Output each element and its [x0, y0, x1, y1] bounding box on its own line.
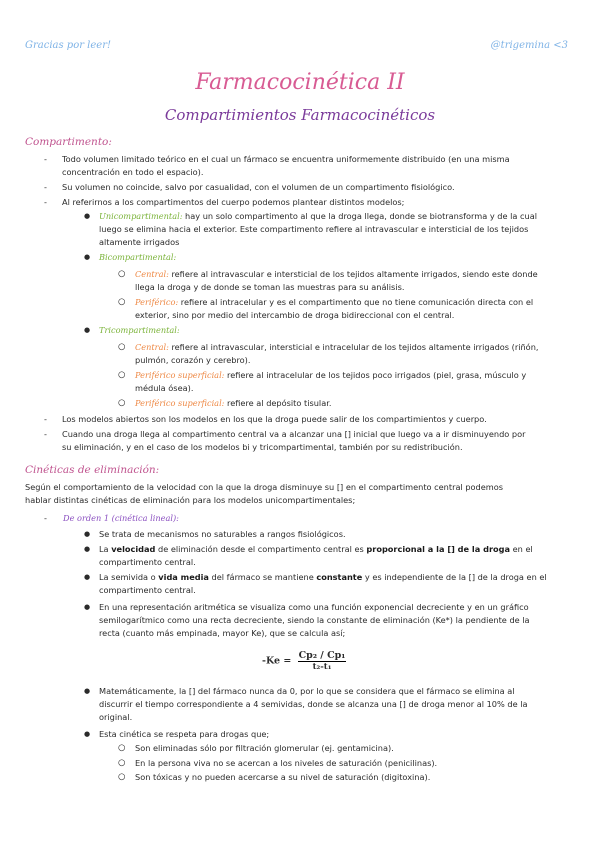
circle-bullet: ○	[118, 342, 126, 352]
tri-label	[99, 324, 180, 336]
formula-numerator: Cp₂ / Cp₁	[298, 650, 346, 661]
paragraph-line: En la persona viva no se acercan a los niveles de saturación (penicilinas).	[135, 758, 438, 768]
dash-bullet: -	[44, 414, 47, 424]
bi-central-line	[135, 268, 538, 280]
dash-bullet: -	[44, 513, 47, 523]
round-bullet: ●	[84, 730, 91, 738]
formula-left: -Ke =	[262, 655, 292, 667]
circle-bullet: ○	[118, 743, 126, 753]
bold-run: constante	[316, 572, 363, 582]
text-run: y es independiente de la [] de la droga en el	[362, 572, 547, 582]
text-run: La	[99, 544, 112, 554]
section-heading-cineticas: Cinéticas de eliminación:	[25, 464, 160, 476]
paragraph-line: compartimento central.	[99, 557, 196, 567]
bold-run: proporcional a la [] de la droga	[366, 544, 511, 554]
paragraph-line: su eliminación, y en el caso de los modelos bi y tricompartimental, también por su redistribución.	[62, 442, 463, 452]
orden1-label-text: De orden 1 (cinética lineal):	[63, 513, 179, 523]
bi-label-text: Bicompartimental:	[99, 252, 177, 262]
paragraph-line: semilogarítmico como una recta decreciente, siendo la constante de eliminación (Ke*) la pendiente de la	[99, 615, 530, 625]
text-run: de eliminación desde el compartimento central es	[155, 544, 367, 554]
page-title: Farmacocinética II	[195, 70, 405, 95]
section-heading-compartimento: Compartimento:	[25, 136, 112, 148]
page-subtitle: Compartimientos Farmacocinéticos	[164, 106, 436, 124]
dash-bullet: -	[44, 182, 47, 192]
tri-sup-line	[135, 369, 526, 381]
round-bullet: ●	[84, 253, 91, 261]
tri-prof-text: refiere al depósito tisular.	[224, 398, 332, 408]
bi-central-label: Central:	[135, 269, 169, 279]
dash-bullet: -	[44, 429, 47, 439]
uni-label: Unicompartimental:	[99, 211, 183, 221]
paragraph-line: Se trata de mecanismos no saturables a rangos fisiológicos.	[99, 529, 346, 539]
round-bullet: ●	[84, 545, 91, 553]
paragraph-line: altamente irrigados	[99, 237, 180, 247]
text-run: del fármaco se mantiene	[208, 572, 317, 582]
paragraph-line: Son eliminadas sólo por filtración glomerular (ej. gentamicina).	[135, 743, 394, 753]
bi-perif-text: refiere al intracelular y es el compartimento que no tiene comunicación directa con el	[178, 297, 534, 307]
round-bullet: ●	[84, 326, 91, 334]
tri-central-line	[135, 341, 538, 353]
paragraph-line: Según el comportamiento de la velocidad con la que la droga disminuye su [] en el compartimento central podemos	[25, 482, 504, 492]
round-bullet: ●	[84, 603, 91, 611]
text-run: La semivida o	[99, 572, 159, 582]
bi-perif-line	[135, 296, 533, 308]
header-right-handle: @trigemina <3	[490, 40, 568, 51]
paragraph-line: recta (cuanto más empinada, mayor Ke), que se calcula así;	[99, 628, 346, 638]
round-bullet: ●	[84, 530, 91, 538]
round-bullet: ●	[84, 212, 91, 220]
circle-bullet: ○	[118, 772, 126, 782]
paragraph-line: concentración en todo el espacio).	[62, 167, 204, 177]
circle-bullet: ○	[118, 297, 126, 307]
paragraph-line: exterior, sino por medio del intercambio de droga bidireccional con el central.	[135, 310, 455, 320]
header-left-note: Gracias por leer!	[25, 40, 112, 51]
paragraph-line	[99, 571, 547, 583]
bi-perif-label: Periférico:	[135, 297, 179, 307]
dash-bullet: -	[44, 154, 47, 164]
paragraph-line: original.	[99, 712, 133, 722]
orden1-label	[63, 512, 179, 524]
paragraph-line: pulmón, corazón y cerebro).	[135, 355, 251, 365]
paragraph-line: Todo volumen limitado teórico en el cual un fármaco se encuentra uniformemente distribuido (en una misma	[62, 154, 510, 164]
circle-bullet: ○	[118, 758, 126, 768]
text-run: en el	[510, 544, 533, 554]
tri-prof-label: Periférico superficial:	[135, 398, 225, 408]
bold-run: velocidad	[111, 544, 156, 554]
paragraph-line: médula ósea).	[135, 383, 194, 393]
elimination-constant-formula	[262, 650, 346, 672]
paragraph-line: luego se elimina hacia el exterior. Este compartimento refiere al intravascular e intersticial de los tejidos	[99, 224, 529, 234]
tri-central-text: refiere al intravascular, intersticial e intracelular de los tejidos altamente irrigados (riñón,	[168, 342, 539, 352]
paragraph-line: En una representación aritmética se visualiza como una función exponencial decreciente y en un gráfico	[99, 602, 529, 612]
paragraph-line: Cuando una droga llega al compartimento central va a alcanzar una [] inicial que luego va a ir disminuyendo por	[62, 429, 526, 439]
tri-prof-line	[135, 397, 331, 409]
paragraph-line: Su volumen no coincide, salvo por casualidad, con el volumen de un compartimento fisiológico.	[62, 182, 455, 192]
tri-sup-text: refiere al intracelular de los tejidos poco irrigados (piel, grasa, músculo y	[224, 370, 527, 380]
formula-denominator: t₂-t₁	[312, 662, 332, 672]
paragraph-line: discurrir el tiempo correspondiente a 4 semividas, donde se alcanza una [] de droga menor al 10% de la	[99, 699, 528, 709]
circle-bullet: ○	[118, 269, 126, 279]
tri-central-label: Central:	[135, 342, 169, 352]
round-bullet: ●	[84, 573, 91, 581]
paragraph-line: Matemáticamente, la [] del fármaco nunca da 0, por lo que se considera que el fármaco se elimina al	[99, 686, 515, 696]
model-uni-line	[99, 210, 537, 222]
round-bullet: ●	[84, 687, 91, 695]
paragraph-line: llega la droga y de donde se toman las muestras para su análisis.	[135, 282, 405, 292]
circle-bullet: ○	[118, 398, 126, 408]
paragraph-line: Los modelos abiertos son los modelos en los que la droga puede salir de los compartimientos y cuerpo.	[62, 414, 487, 424]
dash-bullet: -	[44, 197, 47, 207]
uni-text: hay un solo compartimento al que la droga llega, donde se biotransforma y de la cual	[182, 211, 537, 221]
paragraph-line: Al referirnos a los compartimentos del cuerpo podemos plantear distintos modelos;	[62, 197, 405, 207]
tri-sup-label: Periférico superficial:	[135, 370, 225, 380]
formula-fraction	[298, 650, 347, 672]
paragraph-line: Esta cinética se respeta para drogas que;	[99, 729, 270, 739]
bi-label	[99, 251, 176, 263]
paragraph-line: Son tóxicas y no pueden acercarse a su nivel de saturación (digitoxina).	[135, 772, 431, 782]
circle-bullet: ○	[118, 370, 126, 380]
bold-run: vida media	[158, 572, 209, 582]
paragraph-line	[99, 543, 533, 555]
tri-label-text: Tricompartimental:	[99, 325, 180, 335]
paragraph-line: compartimento central.	[99, 585, 196, 595]
bi-central-text: refiere al intravascular e intersticial de los tejidos altamente irrigados, siendo este donde	[168, 269, 538, 279]
paragraph-line: hablar distintas cinéticas de eliminación para los modelos unicompartimentales;	[25, 495, 356, 505]
